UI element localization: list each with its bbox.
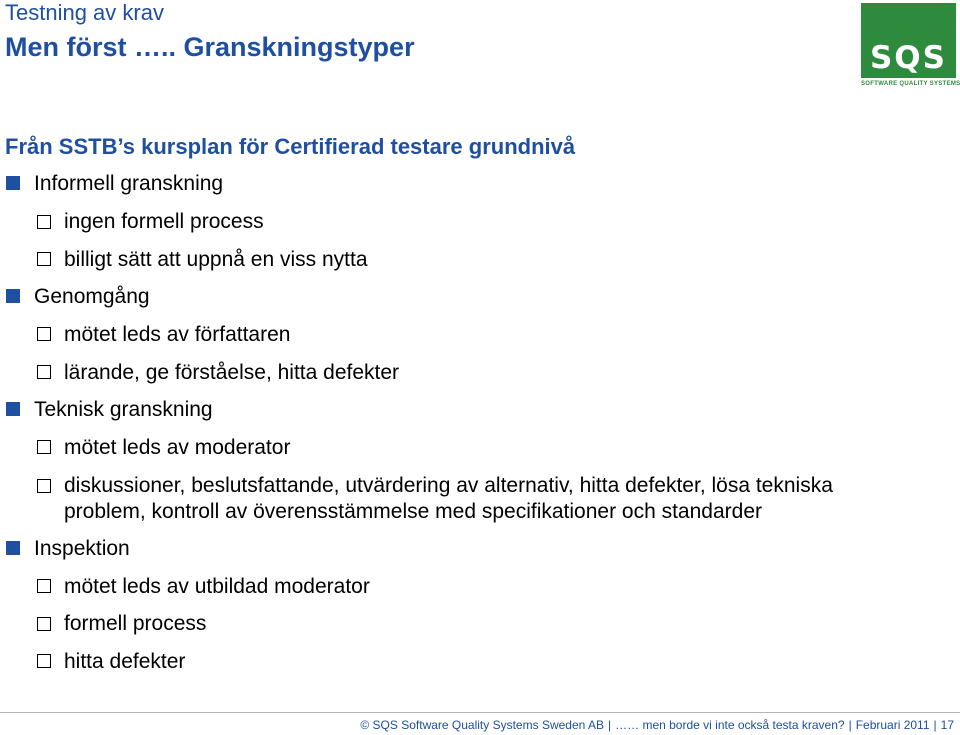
section-label-genomgang: Genomgång <box>34 285 150 308</box>
hollow-square-bullet-icon <box>37 479 51 493</box>
list-item: billigt sätt att uppnå en viss nytta <box>64 248 368 271</box>
hollow-square-bullet-icon <box>37 617 51 631</box>
footer-separator: | <box>848 718 852 732</box>
list-item: lärande, ge förståelse, hitta defekter <box>64 361 400 384</box>
square-bullet-icon <box>6 176 20 190</box>
logo-text: SQS <box>869 40 947 76</box>
hollow-square-bullet-icon <box>37 327 51 341</box>
footer-topic: …… men borde vi inte också testa kraven? <box>615 718 845 732</box>
list-item: formell process <box>64 612 207 635</box>
footer-date: Februari 2011 <box>855 718 930 732</box>
square-bullet-icon <box>6 402 20 416</box>
slide-title: Men först ….. Granskningstyper <box>5 32 415 62</box>
logo-subtitle-bar <box>861 78 960 90</box>
hollow-square-bullet-icon <box>37 215 51 229</box>
list-item: diskussioner, beslutsfattande, utvärdering av alternativ, hitta defekter, lösa tekniska <box>64 474 833 497</box>
list-item: mötet leds av författaren <box>64 323 291 346</box>
footer-copyright: © SQS Software Quality Systems Sweden AB <box>360 718 604 732</box>
section-label-informell: Informell granskning <box>34 172 224 195</box>
hollow-square-bullet-icon <box>37 579 51 593</box>
list-item: hitta defekter <box>64 650 186 673</box>
logo-subtext: SOFTWARE QUALITY SYSTEMS <box>861 81 960 87</box>
content-heading: Från SSTB’s kursplan för Certifierad testare grundnivå <box>5 134 576 159</box>
page-number: 17 <box>940 718 954 732</box>
footer-separator: | <box>933 718 937 732</box>
footer-divider <box>0 712 960 713</box>
section-label-teknisk: Teknisk granskning <box>34 398 213 421</box>
footer-separator: | <box>607 718 612 732</box>
square-bullet-icon <box>6 541 20 555</box>
hollow-square-bullet-icon <box>37 654 51 668</box>
list-item-continuation: problem, kontroll av överensstämmelse med specifikationer och standarder <box>64 500 762 523</box>
sqs-logo <box>861 3 960 90</box>
list-item: mötet leds av moderator <box>64 436 291 459</box>
slide-footer <box>360 718 954 732</box>
hollow-square-bullet-icon <box>37 365 51 379</box>
hollow-square-bullet-icon <box>37 440 51 454</box>
square-bullet-icon <box>6 289 20 303</box>
list-item: mötet leds av utbildad moderator <box>64 575 370 598</box>
section-label-inspektion: Inspektion <box>34 537 130 560</box>
list-item: ingen formell process <box>64 210 264 233</box>
hollow-square-bullet-icon <box>37 252 51 266</box>
slide-subtitle: Testning av krav <box>5 0 164 25</box>
